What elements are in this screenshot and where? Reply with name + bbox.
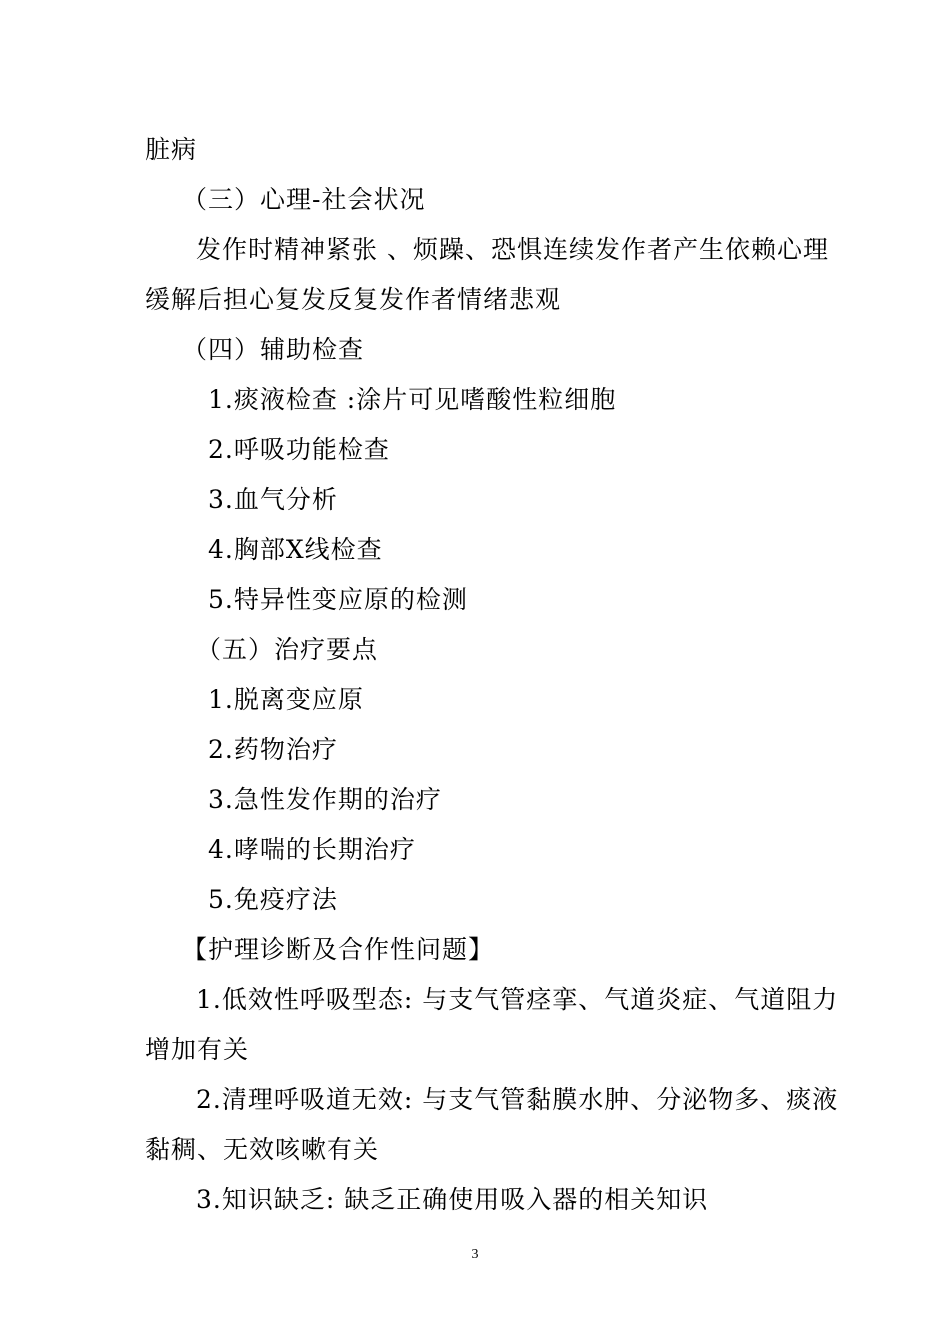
list-item: 5.特异性变应原的检测 — [208, 585, 468, 614]
page-number: 3 — [471, 1247, 479, 1262]
list-item: 2.药物治疗 — [208, 735, 338, 764]
text-line: 发作时精神紧张 、烦躁、恐惧连续发作者产生依赖心理 — [196, 235, 829, 264]
list-item: 2.呼吸功能检查 — [208, 435, 390, 464]
section-heading-nursing-diagnosis: 【护理诊断及合作性问题】 — [182, 935, 495, 964]
section-heading-auxiliary-exam: （四）辅助检查 — [182, 335, 365, 364]
list-item: 2.清理呼吸道无效: 与支气管黏膜水肿、分泌物多、痰液 — [196, 1085, 839, 1114]
text-line: 脏病 — [145, 135, 198, 164]
list-item: 1.痰液检查 :涂片可见嗜酸性粒细胞 — [208, 385, 617, 414]
list-item: 4.哮喘的长期治疗 — [208, 835, 416, 864]
section-heading-treatment: （五）治疗要点 — [196, 635, 379, 664]
text-line: 黏稠、无效咳嗽有关 — [145, 1135, 380, 1164]
section-heading-psychosocial: （三）心理-社会状况 — [182, 185, 426, 214]
list-item: 3.知识缺乏: 缺乏正确使用吸入器的相关知识 — [196, 1185, 709, 1214]
list-item: 1.低效性呼吸型态: 与支气管痉挛、气道炎症、气道阻力 — [196, 985, 839, 1014]
text-line: 缓解后担心复发反复发作者情绪悲观 — [145, 285, 562, 314]
list-item: 3.血气分析 — [208, 485, 338, 514]
list-item: 3.急性发作期的治疗 — [208, 785, 442, 814]
list-item: 1.脱离变应原 — [208, 685, 364, 714]
text-line: 增加有关 — [145, 1035, 250, 1064]
list-item: 4.胸部X线检查 — [208, 535, 383, 564]
list-item: 5.免疫疗法 — [208, 885, 338, 914]
